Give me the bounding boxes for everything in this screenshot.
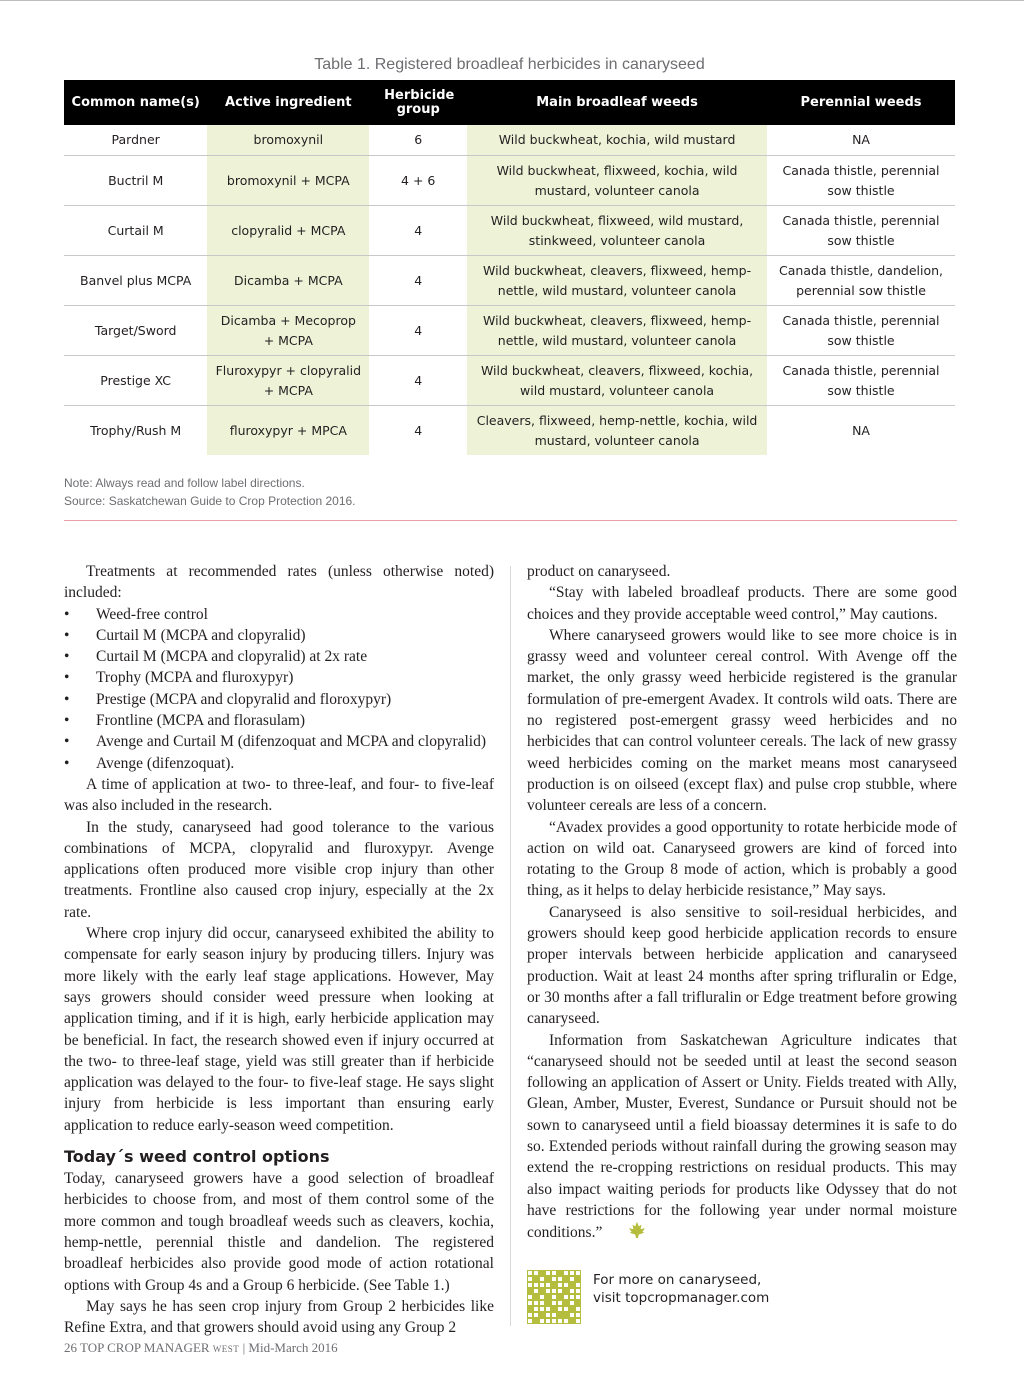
table-caption: Table 1. Registered broadleaf herbicides in canaryseed <box>314 56 705 73</box>
active-ingredient-cell: Fluroxypyr + clopyralid + MCPA <box>207 356 369 406</box>
list-item: • Curtail M (MCPA and clopyralid) <box>64 625 494 646</box>
perennial-weeds-cell: NA <box>852 422 870 438</box>
intro-paragraph: Treatments at recommended rates (unless otherwise noted) included: <box>64 563 494 602</box>
page-number: 26 <box>64 1340 77 1355</box>
broadleaf-weeds-cell: Wild buckwheat, flixweed, kochia, wild mustard, volunteer canola <box>467 156 767 206</box>
header-common-name: Common name(s) <box>64 80 207 125</box>
common-name-cell: Curtail M <box>64 206 207 256</box>
table-row <box>64 406 955 456</box>
column-divider <box>510 566 511 1326</box>
herbicide-group-cell: 4 <box>369 356 467 406</box>
list-item: • Curtail M (MCPA and clopyralid) at 2x rate <box>64 646 494 667</box>
common-name-cell: Buctril M <box>64 156 207 206</box>
header-herbicide-group: Herbicide group <box>369 80 467 125</box>
article-left-column <box>64 561 494 1338</box>
table-row <box>64 125 955 156</box>
active-ingredient-cell: bromoxynil <box>207 125 369 156</box>
broadleaf-weeds-cell: Cleavers, flixweed, hemp-nettle, kochia, wild mustard, volunteer canola <box>467 406 767 456</box>
herbicide-table <box>64 80 955 455</box>
table-row <box>64 256 955 306</box>
magazine-name: TOP CROP MANAGER <box>80 1340 210 1355</box>
body-paragraph: In the study, canaryseed had good tolerance to the various combinations of MCPA, clopyralid and fluroxypyr. Avenge applications often produced more visible crop injury than other treatments. Frontline also caused crop injury, especially at the 2x rate. <box>64 818 494 921</box>
herbicide-group-cell: 4 + 6 <box>369 156 467 206</box>
list-item: • Prestige (MCPA and clopyralid and floroxypyr) <box>64 689 494 710</box>
perennial-weeds-cell: Canada thistle, dandelion, perennial sow thistle <box>767 256 955 306</box>
table-row <box>64 306 955 356</box>
broadleaf-weeds-cell: Wild buckwheat, cleavers, flixweed, kochia, wild mustard, volunteer canola <box>467 356 767 406</box>
body-paragraph: Where crop injury did occur, canaryseed exhibited the ability to compensate for early season injury by producing tillers. Injury was more likely with the early leaf stage applications. However, May says growers should consider weed pressure when looking at application timing, and if it is high, early herbicide application may be beneficial. In fact, the research showed even if injury occurred at the two- to three-leaf stage, yield was still greater than if herbicide application was delayed to the four- to five-leaf stage. He says slight injury from herbicide is less important than ensuring early application to reduce early-season weed competition. <box>64 925 494 1134</box>
herbicide-group-cell: 6 <box>369 125 467 156</box>
body-paragraph: A time of application at two- to three-leaf, and four- to five-leaf was also included in the research. <box>64 775 494 815</box>
top-rule <box>0 0 1024 1</box>
herbicide-group-cell: 4 <box>369 206 467 256</box>
body-paragraph: “Avadex provides a good opportunity to rotate herbicide mode of action on wild oat. Canaryseed growers are kind of forced into rotating to the Group 8 mode of action, which is probably a good thing, as it helps to delay herbicide resistance,” May says. <box>527 818 957 900</box>
perennial-weeds-cell: Canada thistle, perennial sow thistle <box>767 156 955 206</box>
active-ingredient-cell: fluroxypyr + MPCA <box>207 406 369 456</box>
table-header-row <box>64 80 955 125</box>
closing-paragraph: Information from Saskatchewan Agriculture indicates that “canaryseed should not be seeded until at least the second season following an application of Assert or Unity. Fields treated with Ally, Glean, Amber, Muster, Everest, Sundance or Pursuit should not be sown to canaryseed until a field bioassay determines it is safe to do so. Extended periods without rainfall during the growing season may extend the re-cropping restrictions on residual products. This may also impact waiting periods for products like Odyssey that do not have restrictions for the following year under normal moisture conditions.” <box>527 1030 957 1246</box>
edition-label: WEST <box>212 1344 240 1354</box>
table-row <box>64 356 955 406</box>
source-text: Source: Saskatchewan Guide to Crop Protection 2016. <box>64 494 356 508</box>
page-footer <box>64 1340 338 1356</box>
header-perennial-weeds: Perennial weeds <box>767 80 955 125</box>
section-divider <box>64 520 957 521</box>
broadleaf-weeds-cell: Wild buckwheat, cleavers, flixweed, hemp-nettle, wild mustard, volunteer canola <box>467 256 767 306</box>
continued-paragraph: product on canaryseed. <box>527 563 671 580</box>
note-text: Note: Always read and follow label directions. <box>64 476 305 490</box>
active-ingredient-cell: Dicamba + Mecoprop + MCPA <box>207 306 369 356</box>
table-note <box>64 474 356 510</box>
list-item: • Avenge (difenzoquat). <box>64 753 494 774</box>
body-paragraph: May says he has seen crop injury from Group 2 herbicides like Refine Extra, and that growers should avoid using any Group 2 <box>64 1297 494 1337</box>
promo-box <box>527 1270 769 1329</box>
perennial-weeds-cell: Canada thistle, perennial sow thistle <box>767 206 955 256</box>
perennial-weeds-cell: Canada thistle, perennial sow thistle <box>767 306 955 356</box>
broadleaf-weeds-cell: Wild buckwheat, flixweed, wild mustard, stinkweed, volunteer canola <box>467 206 767 256</box>
list-item: • Weed-free control <box>64 604 494 625</box>
perennial-weeds-cell: Canada thistle, perennial sow thistle <box>767 356 955 406</box>
perennial-weeds-cell: NA <box>767 125 955 156</box>
common-name-cell: Banvel plus MCPA <box>64 256 207 306</box>
table-row <box>64 206 955 256</box>
promo-text <box>593 1271 769 1307</box>
body-paragraph: Where canaryseed growers would like to see more choice is in grassy weed and volunteer cereal control. With Avenge off the market, the only grassy weed herbicide registered is the granular formulation of pre-emergent Avadex. It controls wild oats. There are no registered post-emergent grassy weed herbicides and no herbicides that can control volunteer cereals. The lack of new grassy weed herbicides coming on the market means most canaryseed production is on oilseed (except flax) and pulse crop stubble, where volunteer cereals are less of a concern. <box>527 626 957 815</box>
header-active-ingredient: Active ingredient <box>207 80 369 125</box>
common-name-cell: Trophy/Rush M <box>90 422 182 438</box>
footer-separator: | <box>242 1340 246 1355</box>
broadleaf-weeds-cell: Wild buckwheat, cleavers, flixweed, hemp-nettle, wild mustard, volunteer canola <box>467 306 767 356</box>
common-name-cell: Pardner <box>64 125 207 156</box>
body-paragraph: “Stay with labeled broadleaf products. There are some good choices and they provide acceptable weed control,” May cautions. <box>527 584 957 623</box>
active-ingredient-cell: clopyralid + MCPA <box>207 206 369 256</box>
broadleaf-weeds-cell: Wild buckwheat, kochia, wild mustard <box>467 125 767 156</box>
table-row <box>64 156 955 206</box>
active-ingredient-cell: Dicamba + MCPA <box>207 256 369 306</box>
body-paragraph: Today, canaryseed growers have a good selection of broadleaf herbicides to choose from, and most of them control some of the more common and tough broadleaf weeds such as cleavers, kochia, hemp-nettle, perennial thistle and dandelion. The registered broadleaf herbicides also provide good mode of action rotational options with Group 4s and a Group 6 herbicide. (See Table 1.) <box>64 1170 494 1294</box>
qr-code-icon[interactable] <box>527 1270 581 1329</box>
promo-line-1: For more on canaryseed, <box>593 1272 762 1288</box>
list-item: • Frontline (MCPA and florasulam) <box>64 710 494 731</box>
list-item: • Avenge and Curtail M (difenzoquat and MCPA and clopyralid) <box>64 731 494 752</box>
promo-link[interactable]: visit topcropmanager.com <box>593 1290 770 1306</box>
list-item: • Trophy (MCPA and fluroxypyr) <box>64 667 494 688</box>
common-name-cell: Target/Sword <box>64 306 207 356</box>
herbicide-group-cell: 4 <box>369 256 467 306</box>
header-main-broadleaf-weeds: Main broadleaf weeds <box>467 80 767 125</box>
issue-date: Mid-March 2016 <box>248 1340 338 1355</box>
herbicide-group-cell: 4 <box>414 422 423 438</box>
article-right-column <box>527 561 957 1246</box>
maple-leaf-icon <box>606 1221 646 1245</box>
section-subheading: Today´s weed control options <box>64 1147 330 1167</box>
treatment-list <box>64 604 494 774</box>
herbicide-group-cell: 4 <box>369 306 467 356</box>
body-paragraph: Canaryseed is also sensitive to soil-residual herbicides, and growers should keep good herbicide application records to ensure proper intervals between herbicide application and canaryseed production. Wait at least 24 months after spring trifluralin or Edge, or 30 months after a fall trifluralin or Edge treatment before growing canaryseed. <box>527 903 957 1028</box>
common-name-cell: Prestige XC <box>64 356 207 406</box>
active-ingredient-cell: bromoxynil + MCPA <box>207 156 369 206</box>
